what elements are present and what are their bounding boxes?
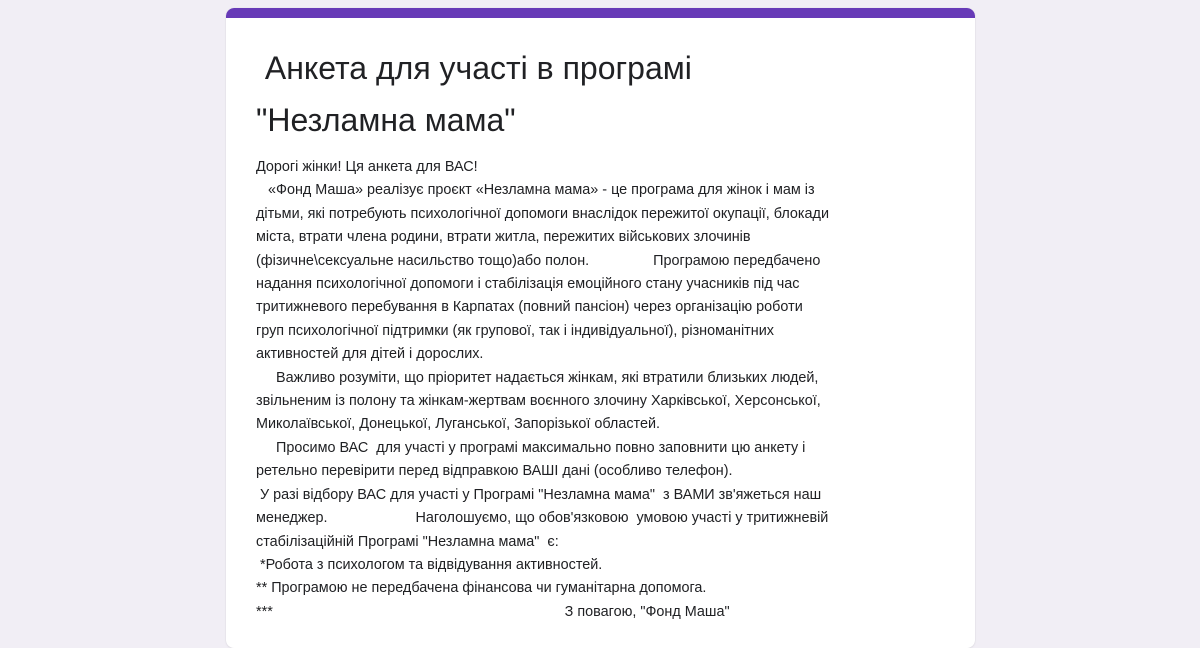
form-title: Анкета для участі в програмі "Незламна мама" [256,50,692,138]
form-accent-bar [226,8,975,18]
form-description: Дорогі жінки! Ця анкета для ВАС! «Фонд Маша» реалізує проєкт «Незламна мама» - це програма для жінок і мам із дітьми, які потребують психологічної допомоги внаслідок пережитої окупації, блокади міста, втрати члена родини, втрати житла, пережитих військових злочинів (фізичне\сексуальне насильство тощо)або полон. Програмою передбачено надання психологічної допомоги і стабілізація емоційного стану учасників під час тритижневого перебування в Карпатах (повний пансіон) через організацію роботи груп психологічної підтримки (як групової, так і індивідуальної), різноманітних активностей для дітей і дорослих. Важливо розуміти, що пріоритет надається жінкам, які втратили близьких людей, звільненим із полону та жінкам-жертвам воєнного злочину Харківської, Херсонської, Миколаївської, Донецької, Луганської, Запорізької областей. Просимо ВАС для участі у програмі максимально повно заповнити цю анкету і ретельно перевірити перед відправкою ВАШІ дані (особливо телефон). У разі відбору ВАС для участі у Програмі "Незламна мама" з ВАМИ зв'яжеться наш менеджер. Наголошуємо, що обов'язковою умовою участі у тритижневій стабілізаційній Програмі "Незламна мама" є: *Робота з психологом та відвідування активностей. ** Програмою не передбачена фінансова чи гуманітарна допомога. *** З повагою, "Фонд Маша" [256,159,829,620]
form-header-card [226,8,975,648]
